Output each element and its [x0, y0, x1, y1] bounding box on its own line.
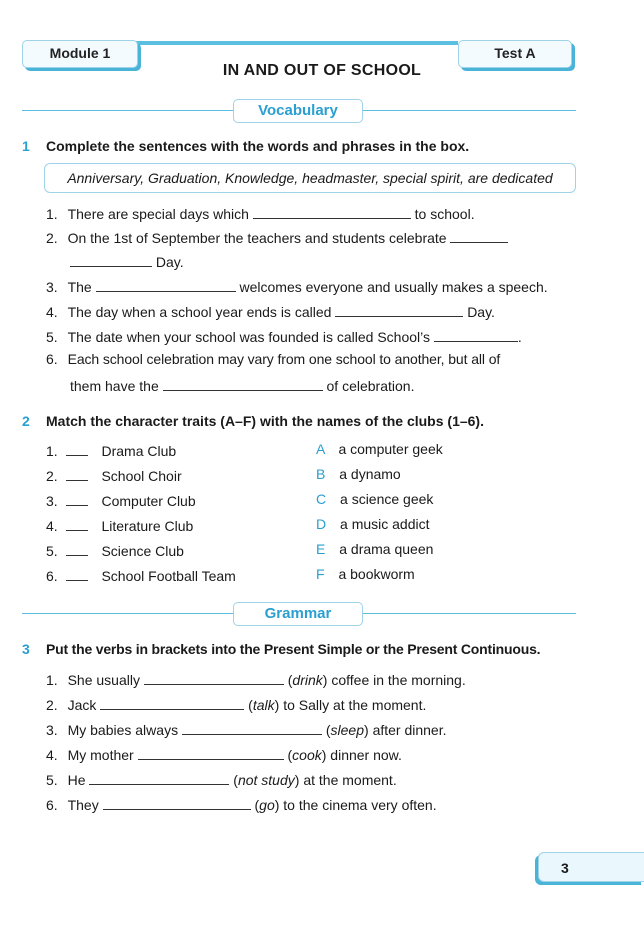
item-number: 5. — [46, 329, 58, 345]
task2-number: 2 — [22, 413, 30, 429]
item-text: My babies always — [67, 722, 179, 738]
item-number: 4. — [46, 747, 58, 763]
page-title: IN AND OUT OF SCHOOL — [222, 62, 422, 79]
task1-item-1 — [46, 204, 475, 222]
answer-blank[interactable] — [138, 745, 284, 760]
item-text: They — [67, 797, 99, 813]
item-text: The — [67, 279, 92, 295]
club-name: Computer Club — [101, 493, 196, 509]
club-number: 5. — [46, 543, 58, 559]
grammar-heading: Grammar — [233, 602, 363, 626]
item-text: coffee in the morning. — [331, 672, 466, 688]
trait-row — [316, 466, 401, 482]
answer-blank[interactable] — [100, 695, 244, 710]
item-number: 6. — [46, 797, 58, 813]
trait-row — [316, 441, 443, 457]
club-number: 3. — [46, 493, 58, 509]
answer-blank[interactable] — [144, 670, 284, 685]
trait-text: a science geek — [340, 491, 434, 507]
club-name: School Choir — [101, 468, 182, 484]
answer-blank[interactable] — [66, 541, 88, 556]
answer-blank[interactable] — [66, 566, 88, 581]
trait-row — [316, 541, 433, 557]
task1-item-4 — [46, 302, 495, 320]
answer-blank[interactable] — [434, 327, 518, 342]
task1-item-6 — [46, 351, 500, 367]
verb-hint: not study — [237, 772, 295, 788]
item-text: Jack — [67, 697, 97, 713]
item-number: 2. — [46, 230, 58, 246]
task1-instruction: Complete the sentences with the words and phrases in the box. — [46, 138, 470, 154]
item-text: welcomes everyone and usually makes a speech. — [239, 279, 548, 295]
trait-letter: C — [316, 491, 327, 507]
verb-hint: talk — [252, 697, 275, 713]
vocabulary-heading: Vocabulary — [233, 99, 363, 123]
task1-item-3 — [46, 277, 548, 295]
item-number: 6. — [46, 351, 58, 367]
item-text: dinner now. — [330, 747, 402, 763]
task1-item-2-cont — [70, 252, 184, 270]
club-number: 1. — [46, 443, 58, 459]
item-text: She usually — [67, 672, 140, 688]
item-number: 3. — [46, 279, 58, 295]
club-number: 2. — [46, 468, 58, 484]
club-number: 6. — [46, 568, 58, 584]
header-bar — [136, 41, 458, 45]
item-text: to school. — [414, 206, 475, 222]
answer-blank[interactable] — [89, 770, 229, 785]
item-number: 3. — [46, 722, 58, 738]
club-row — [46, 516, 193, 534]
task3-item: 1. She usually (drink) coffee in the morning. — [46, 672, 466, 688]
club-row — [46, 541, 184, 559]
answer-blank[interactable] — [335, 302, 463, 317]
task1-heading — [22, 138, 469, 154]
answer-blank[interactable] — [96, 277, 236, 292]
club-number: 4. — [46, 518, 58, 534]
item-text: There are special days which — [67, 206, 249, 222]
club-row — [46, 491, 196, 509]
club-name: School Football Team — [101, 568, 236, 584]
trait-text: a computer geek — [338, 441, 443, 457]
trait-row — [316, 516, 430, 532]
item-text: Each school celebration may vary from one school to another, but all of — [67, 351, 501, 367]
module-tab: Module 1 — [22, 40, 138, 68]
item-text: of celebration. — [326, 378, 415, 394]
trait-letter: B — [316, 466, 326, 482]
task3-item: 6. They (go) to the cinema very often. — [46, 797, 437, 813]
trait-text: a drama queen — [339, 541, 434, 557]
task1-number: 1 — [22, 138, 30, 154]
item-text: to Sally at the moment. — [283, 697, 427, 713]
club-row — [46, 566, 236, 584]
item-text: The day when a school year ends is called — [67, 304, 332, 320]
item-text: at the moment. — [303, 772, 397, 788]
answer-blank[interactable] — [66, 516, 88, 531]
trait-text: a bookworm — [338, 566, 415, 582]
verb-hint: go — [259, 797, 275, 813]
trait-text: a music addict — [340, 516, 430, 532]
task2-heading — [22, 413, 484, 429]
item-text: them have the — [70, 378, 159, 394]
page-number: 3 — [538, 852, 644, 882]
answer-blank[interactable] — [253, 204, 411, 219]
trait-row — [316, 566, 415, 582]
club-name: Drama Club — [101, 443, 177, 459]
item-number: 4. — [46, 304, 58, 320]
task3-number: 3 — [22, 641, 30, 657]
verb-hint: cook — [292, 747, 322, 763]
answer-blank[interactable] — [182, 720, 322, 735]
answer-blank[interactable] — [450, 228, 508, 243]
item-number: 1. — [46, 672, 58, 688]
item-text: My mother — [67, 747, 134, 763]
task3-item: 2. Jack (talk) to Sally at the moment. — [46, 697, 427, 713]
trait-letter: F — [316, 566, 325, 582]
trait-letter: D — [316, 516, 327, 532]
item-number: 1. — [46, 206, 58, 222]
item-text: On the 1st of September the teachers and students celebrate — [67, 230, 447, 246]
trait-letter: A — [316, 441, 325, 457]
item-text: after dinner. — [372, 722, 447, 738]
item-text: Day. — [467, 304, 495, 320]
item-number: 5. — [46, 772, 58, 788]
task3-item: 3. My babies always (sleep) after dinner. — [46, 722, 447, 738]
word-box: Anniversary, Graduation, Knowledge, headmaster, special spirit, are dedicated — [44, 163, 576, 193]
club-name: Literature Club — [101, 518, 194, 534]
task1-item-6-cont — [70, 376, 414, 394]
item-text: He — [67, 772, 86, 788]
verb-hint: sleep — [330, 722, 364, 738]
club-row — [46, 466, 182, 484]
item-text: Day. — [155, 254, 184, 270]
answer-blank[interactable] — [66, 441, 88, 456]
item-text: . — [517, 329, 522, 345]
task3-heading — [22, 641, 540, 657]
club-row — [46, 441, 176, 459]
verb-hint: drink — [292, 672, 323, 688]
test-tab: Test A — [458, 40, 572, 68]
answer-blank[interactable] — [66, 491, 88, 506]
answer-blank[interactable] — [70, 252, 152, 267]
trait-text: a dynamo — [339, 466, 401, 482]
item-text: to the cinema very often. — [283, 797, 437, 813]
task3-item: 5. He (not study) at the moment. — [46, 772, 397, 788]
answer-blank[interactable] — [103, 795, 251, 810]
item-number: 2. — [46, 697, 58, 713]
task3-instruction: Put the verbs in brackets into the Present Simple or the Present Continuous. — [46, 641, 541, 657]
task1-item-2 — [46, 228, 508, 246]
club-name: Science Club — [101, 543, 184, 559]
trait-row — [316, 491, 433, 507]
trait-letter: E — [316, 541, 326, 557]
task3-item: 4. My mother (cook) dinner now. — [46, 747, 402, 763]
task2-instruction: Match the character traits (A–F) with the names of the clubs (1–6). — [46, 413, 484, 429]
answer-blank[interactable] — [66, 466, 88, 481]
task1-item-5 — [46, 327, 522, 345]
answer-blank[interactable] — [163, 376, 323, 391]
item-text: The date when your school was founded is called School’s — [67, 329, 430, 345]
